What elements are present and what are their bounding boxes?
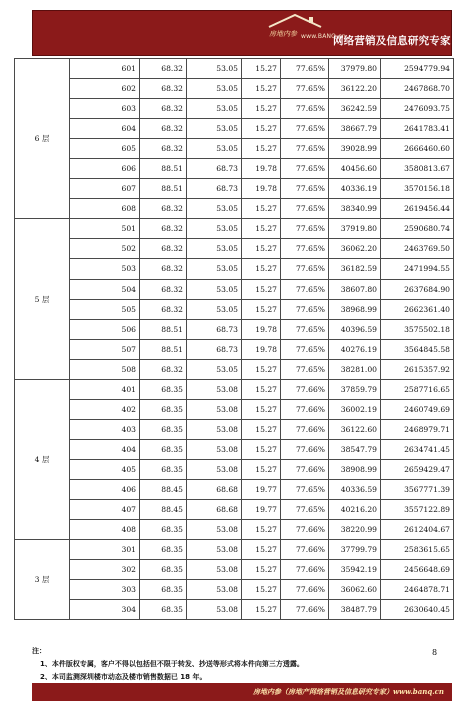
table-cell: 68.35 [140, 580, 187, 600]
table-cell: 77.66% [281, 540, 329, 560]
table-cell: 405 [70, 459, 140, 479]
table-cell: 53.08 [187, 580, 242, 600]
table-cell: 2460749.69 [381, 399, 454, 419]
table-cell: 77.66% [281, 459, 329, 479]
table-cell: 506 [70, 319, 140, 339]
table-cell: 77.65% [281, 319, 329, 339]
table-cell: 77.65% [281, 259, 329, 279]
table-cell: 88.45 [140, 479, 187, 499]
table-cell: 53.05 [187, 59, 242, 79]
table-cell: 37919.80 [329, 219, 381, 239]
table-cell: 68.32 [140, 239, 187, 259]
table-row [15, 560, 454, 580]
floor-label: 3 层 [15, 540, 70, 620]
table-cell: 88.45 [140, 500, 187, 520]
table-cell: 40216.20 [329, 500, 381, 520]
table-cell: 15.27 [242, 439, 281, 459]
table-row [15, 419, 454, 439]
table-cell: 301 [70, 540, 140, 560]
table-cell: 77.66% [281, 580, 329, 600]
table-cell: 53.08 [187, 520, 242, 540]
table-cell: 502 [70, 239, 140, 259]
table-cell: 3567771.39 [381, 479, 454, 499]
table-cell: 40336.19 [329, 179, 381, 199]
table-cell: 68.68 [187, 479, 242, 499]
table-cell: 77.65% [281, 299, 329, 319]
table-cell: 38968.99 [329, 299, 381, 319]
table-cell: 2641783.41 [381, 119, 454, 139]
table-cell: 53.05 [187, 139, 242, 159]
table-cell: 15.27 [242, 299, 281, 319]
table-cell: 77.65% [281, 139, 329, 159]
table-row [15, 500, 454, 520]
table-cell: 77.66% [281, 600, 329, 620]
table-cell: 2583615.65 [381, 540, 454, 560]
table-row [15, 239, 454, 259]
table-row [15, 339, 454, 359]
table-cell: 53.08 [187, 600, 242, 620]
table-cell: 602 [70, 79, 140, 99]
table-cell: 68.32 [140, 99, 187, 119]
table-cell: 15.27 [242, 79, 281, 99]
table-row [15, 299, 454, 319]
table-cell: 507 [70, 339, 140, 359]
table-cell: 77.66% [281, 399, 329, 419]
header-title: 网络营销及信息研究专家 [333, 35, 451, 47]
table-cell: 88.51 [140, 179, 187, 199]
table-cell: 53.05 [187, 219, 242, 239]
table-cell: 88.51 [140, 339, 187, 359]
table-cell: 2594779.94 [381, 59, 454, 79]
table-cell: 15.27 [242, 540, 281, 560]
table-cell: 2634741.45 [381, 439, 454, 459]
table-row [15, 580, 454, 600]
unit-table-body [15, 59, 454, 620]
table-cell: 68.32 [140, 299, 187, 319]
table-cell: 68.32 [140, 139, 187, 159]
header-brand: 房地内参 [269, 30, 297, 38]
table-cell: 2590680.74 [381, 219, 454, 239]
table-cell: 503 [70, 259, 140, 279]
table-cell: 40276.19 [329, 339, 381, 359]
table-cell: 36122.20 [329, 79, 381, 99]
table-cell: 605 [70, 139, 140, 159]
table-cell: 39028.99 [329, 139, 381, 159]
table-cell: 38547.79 [329, 439, 381, 459]
table-cell: 608 [70, 199, 140, 219]
table-cell: 88.51 [140, 159, 187, 179]
table-cell: 68.73 [187, 159, 242, 179]
table-cell: 19.78 [242, 319, 281, 339]
table-cell: 19.77 [242, 479, 281, 499]
table-cell: 2637684.90 [381, 279, 454, 299]
table-cell: 68.35 [140, 459, 187, 479]
table-row [15, 479, 454, 499]
header-banner [32, 10, 452, 56]
table-row [15, 199, 454, 219]
table-cell: 2615357.92 [381, 359, 454, 379]
table-cell: 68.32 [140, 359, 187, 379]
table-cell: 15.27 [242, 600, 281, 620]
table-cell: 408 [70, 520, 140, 540]
table-row [15, 399, 454, 419]
table-cell: 68.35 [140, 560, 187, 580]
table-cell: 35942.19 [329, 560, 381, 580]
table-cell: 15.27 [242, 520, 281, 540]
table-cell: 603 [70, 99, 140, 119]
notes-label: 注： [32, 647, 46, 655]
table-cell: 2467868.70 [381, 79, 454, 99]
table-cell: 501 [70, 219, 140, 239]
table-cell: 15.27 [242, 139, 281, 159]
table-cell: 53.08 [187, 379, 242, 399]
table-cell: 40396.59 [329, 319, 381, 339]
table-cell: 3580813.67 [381, 159, 454, 179]
table-cell: 19.78 [242, 159, 281, 179]
table-cell: 15.27 [242, 379, 281, 399]
table-cell: 37979.80 [329, 59, 381, 79]
table-cell: 15.27 [242, 580, 281, 600]
table-cell: 68.35 [140, 399, 187, 419]
table-cell: 38281.00 [329, 359, 381, 379]
table-cell: 68.35 [140, 419, 187, 439]
table-cell: 77.66% [281, 520, 329, 540]
table-cell: 53.05 [187, 359, 242, 379]
table-cell: 68.35 [140, 600, 187, 620]
table-cell: 304 [70, 600, 140, 620]
floor-label: 6 层 [15, 59, 70, 219]
table-cell: 37859.79 [329, 379, 381, 399]
table-cell: 40336.59 [329, 479, 381, 499]
table-cell: 53.08 [187, 459, 242, 479]
table-cell: 15.27 [242, 99, 281, 119]
table-cell: 36182.59 [329, 259, 381, 279]
table-row [15, 439, 454, 459]
table-cell: 53.08 [187, 439, 242, 459]
table-cell: 15.27 [242, 259, 281, 279]
table-cell: 88.51 [140, 319, 187, 339]
table-cell: 2666460.60 [381, 139, 454, 159]
table-cell: 77.65% [281, 159, 329, 179]
table-row [15, 79, 454, 99]
table-cell: 77.65% [281, 239, 329, 259]
table-cell: 15.27 [242, 459, 281, 479]
table-cell: 38908.99 [329, 459, 381, 479]
table-cell: 53.08 [187, 399, 242, 419]
table-cell: 3570156.18 [381, 179, 454, 199]
table-cell: 15.27 [242, 239, 281, 259]
table-cell: 53.05 [187, 299, 242, 319]
table-row [15, 600, 454, 620]
table-cell: 604 [70, 119, 140, 139]
table-row [15, 540, 454, 560]
table-cell: 36062.20 [329, 239, 381, 259]
table-cell: 68.32 [140, 219, 187, 239]
table-cell: 15.27 [242, 59, 281, 79]
table-cell: 68.32 [140, 79, 187, 99]
notes-line-1: 1、本件版权专属，客户不得以包括但不限于转发、抄送等形式将本件向第三方透露。 [40, 660, 304, 668]
table-cell: 2476093.75 [381, 99, 454, 119]
table-cell: 606 [70, 159, 140, 179]
table-cell: 3564845.58 [381, 339, 454, 359]
table-cell: 508 [70, 359, 140, 379]
footer-banner [32, 683, 452, 701]
table-cell: 303 [70, 580, 140, 600]
table-row [15, 319, 454, 339]
table-cell: 38340.99 [329, 199, 381, 219]
table-cell: 68.32 [140, 259, 187, 279]
table-cell: 77.66% [281, 419, 329, 439]
table-cell: 77.65% [281, 79, 329, 99]
table-cell: 77.66% [281, 560, 329, 580]
table-cell: 407 [70, 500, 140, 520]
table-cell: 77.65% [281, 479, 329, 499]
table-cell: 77.65% [281, 119, 329, 139]
table-cell: 404 [70, 439, 140, 459]
table-cell: 68.73 [187, 339, 242, 359]
table-cell: 36002.19 [329, 399, 381, 419]
table-cell: 2619456.44 [381, 199, 454, 219]
table-cell: 2468979.71 [381, 419, 454, 439]
table-cell: 601 [70, 59, 140, 79]
table-row [15, 219, 454, 239]
table-row [15, 379, 454, 399]
table-cell: 19.77 [242, 500, 281, 520]
table-cell: 68.32 [140, 199, 187, 219]
table-row [15, 459, 454, 479]
header-site: www.BANQ.cn [301, 33, 346, 40]
table-row [15, 259, 454, 279]
table-cell: 38667.79 [329, 119, 381, 139]
table-cell: 2630640.45 [381, 600, 454, 620]
table-cell: 53.05 [187, 79, 242, 99]
table-cell: 302 [70, 560, 140, 580]
table-row [15, 99, 454, 119]
table-row [15, 359, 454, 379]
table-cell: 68.68 [187, 500, 242, 520]
table-row [15, 159, 454, 179]
table-cell: 53.05 [187, 259, 242, 279]
table-cell: 53.05 [187, 239, 242, 259]
floor-label: 5 层 [15, 219, 70, 379]
unit-table [14, 58, 454, 620]
table-cell: 15.27 [242, 359, 281, 379]
table-cell: 68.32 [140, 59, 187, 79]
table-cell: 2471994.55 [381, 259, 454, 279]
table-cell: 53.05 [187, 99, 242, 119]
table-cell: 406 [70, 479, 140, 499]
table-cell: 15.27 [242, 399, 281, 419]
table-cell: 15.27 [242, 419, 281, 439]
table-cell: 53.05 [187, 119, 242, 139]
table-cell: 68.35 [140, 520, 187, 540]
table-cell: 68.73 [187, 319, 242, 339]
table-cell: 53.08 [187, 560, 242, 580]
table-cell: 19.78 [242, 339, 281, 359]
notes-line-2: 2、本司监测深圳楼市动态及楼市销售数据已 18 年。 [40, 673, 207, 681]
table-cell: 15.27 [242, 219, 281, 239]
table-cell: 2659429.47 [381, 459, 454, 479]
table-cell: 38220.99 [329, 520, 381, 540]
table-cell: 53.08 [187, 419, 242, 439]
table-row [15, 139, 454, 159]
table-row [15, 279, 454, 299]
table-cell: 68.73 [187, 179, 242, 199]
table-cell: 77.65% [281, 219, 329, 239]
table-cell: 36242.59 [329, 99, 381, 119]
table-cell: 2463769.50 [381, 239, 454, 259]
table-cell: 77.65% [281, 279, 329, 299]
table-cell: 68.32 [140, 279, 187, 299]
table-cell: 3557122.89 [381, 500, 454, 520]
table-cell: 53.05 [187, 199, 242, 219]
table-cell: 68.35 [140, 540, 187, 560]
table-cell: 2456648.69 [381, 560, 454, 580]
table-cell: 37799.79 [329, 540, 381, 560]
table-cell: 3575502.18 [381, 319, 454, 339]
table-cell: 40456.60 [329, 159, 381, 179]
notes-block [32, 646, 452, 682]
table-cell: 19.78 [242, 179, 281, 199]
table-cell: 2464878.71 [381, 580, 454, 600]
table-row [15, 520, 454, 540]
table-cell: 2662361.40 [381, 299, 454, 319]
table-cell: 68.35 [140, 439, 187, 459]
table-cell: 77.66% [281, 379, 329, 399]
table-row [15, 119, 454, 139]
floor-label: 4 层 [15, 379, 70, 539]
table-row [15, 179, 454, 199]
table-cell: 77.65% [281, 99, 329, 119]
table-cell: 505 [70, 299, 140, 319]
table-cell: 15.27 [242, 199, 281, 219]
table-cell: 504 [70, 279, 140, 299]
table-row [15, 59, 454, 79]
table-cell: 77.65% [281, 179, 329, 199]
table-cell: 77.65% [281, 359, 329, 379]
table-cell: 36122.60 [329, 419, 381, 439]
table-cell: 15.27 [242, 279, 281, 299]
table-cell: 68.32 [140, 119, 187, 139]
page-number: 8 [432, 648, 438, 657]
table-cell: 15.27 [242, 560, 281, 580]
table-cell: 77.66% [281, 439, 329, 459]
table-cell: 38487.79 [329, 600, 381, 620]
table-cell: 53.05 [187, 279, 242, 299]
table-cell: 38607.80 [329, 279, 381, 299]
table-cell: 77.65% [281, 500, 329, 520]
footer-text: 房地内参（房地产网络营销及信息研究专家）www.banq.cn [252, 687, 444, 696]
table-cell: 68.35 [140, 379, 187, 399]
table-cell: 77.65% [281, 339, 329, 359]
table-cell: 36062.60 [329, 580, 381, 600]
table-cell: 77.65% [281, 59, 329, 79]
table-cell: 2612404.67 [381, 520, 454, 540]
table-cell: 607 [70, 179, 140, 199]
table-cell: 77.65% [281, 199, 329, 219]
table-cell: 401 [70, 379, 140, 399]
table-cell: 15.27 [242, 119, 281, 139]
table-cell: 403 [70, 419, 140, 439]
table-cell: 2587716.65 [381, 379, 454, 399]
table-cell: 53.08 [187, 540, 242, 560]
table-cell: 402 [70, 399, 140, 419]
